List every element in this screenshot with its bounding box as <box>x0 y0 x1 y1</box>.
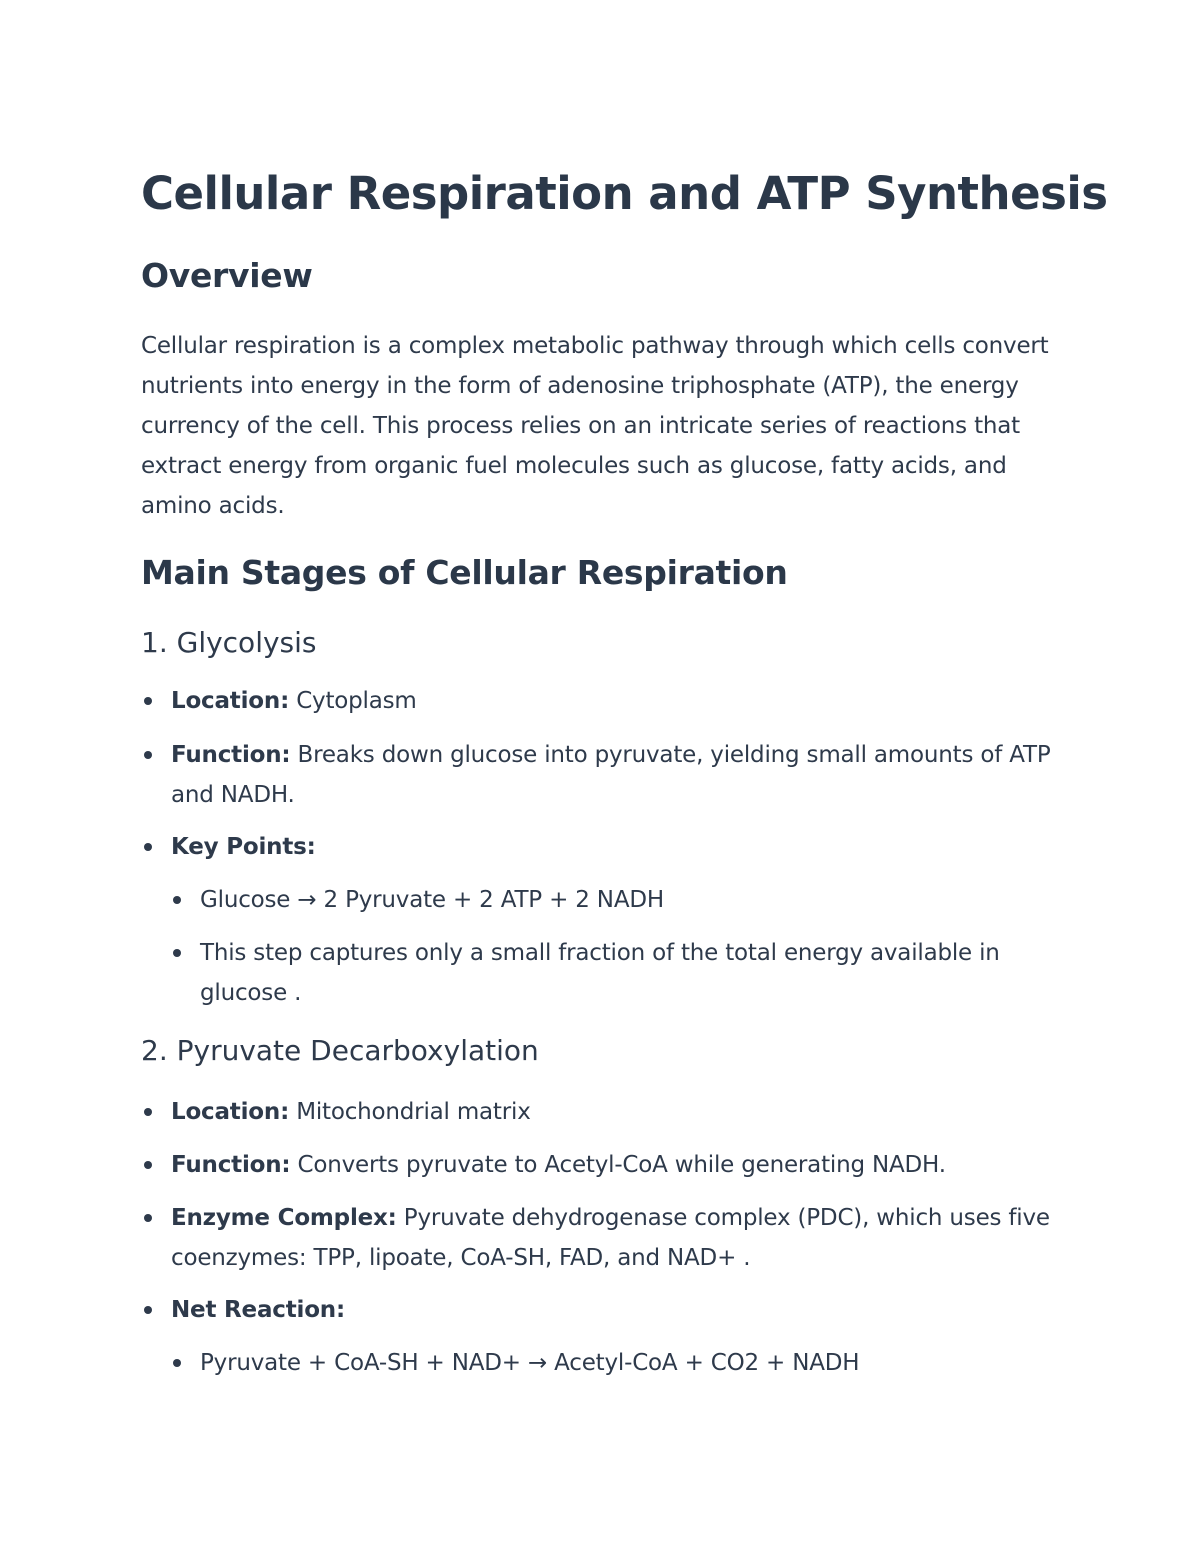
list-item <box>200 1343 1070 1383</box>
overview-paragraph: Cellular respiration is a complex metabolic pathway through which cells convert nutrients into energy in the form of adenosine triphosphate (ATP), the energy currency of the cell. This process relies on an intricate series of reactions that extract energy from organic fuel molecules such as glucose, fatty acids, and amino acids. <box>141 333 1049 519</box>
bullet-text: Mitochondrial matrix <box>289 1099 531 1125</box>
list-item <box>171 735 1071 815</box>
bullet-label: Net Reaction: <box>171 1297 345 1323</box>
list-item <box>200 880 1070 920</box>
bullet-text: Converts pyruvate to Acetyl-CoA while generating NADH. <box>290 1152 946 1178</box>
bullet-text: Cytoplasm <box>289 688 417 714</box>
bullet-icon <box>144 1306 152 1314</box>
bullet-text: Glucose → 2 Pyruvate + 2 ATP + 2 NADH <box>200 887 664 913</box>
bullet-label: Location: <box>171 688 290 714</box>
bullet-label: Location: <box>171 1099 290 1125</box>
pyruvate-heading: 2. Pyruvate Decarboxylation <box>141 1034 539 1067</box>
bullet-label: Function: <box>171 1152 291 1178</box>
main-stages-heading: Main Stages of Cellular Respiration <box>141 553 788 592</box>
list-item <box>171 1092 1071 1132</box>
bullet-label: Enzyme Complex: <box>171 1205 397 1231</box>
overview-heading: Overview <box>141 256 313 295</box>
bullet-icon <box>173 949 181 957</box>
bullet-label: Function: <box>171 742 291 768</box>
document-title: Cellular Respiration and ATP Synthesis <box>141 167 1108 220</box>
glycolysis-heading: 1. Glycolysis <box>141 626 317 659</box>
bullet-text: This step captures only a small fraction of the total energy available in glucose . <box>200 940 1000 1006</box>
bullet-label: Key Points: <box>171 834 316 860</box>
list-item <box>171 827 1071 867</box>
list-item <box>171 1290 1071 1330</box>
bullet-icon <box>144 1108 152 1116</box>
bullet-text: Breaks down glucose into pyruvate, yielding small amounts of ATP and NADH. <box>171 742 1051 808</box>
bullet-text: Pyruvate dehydrogenase complex (PDC), which uses five coenzymes: TPP, lipoate, CoA-SH, FAD, and NAD+ . <box>171 1205 1050 1271</box>
list-item <box>171 681 1071 721</box>
bullet-icon <box>144 751 152 759</box>
list-item <box>171 1198 1071 1278</box>
bullet-icon <box>173 896 181 904</box>
bullet-icon <box>173 1359 181 1367</box>
bullet-icon <box>144 1214 152 1222</box>
list-item <box>200 933 1070 1013</box>
list-item <box>171 1145 1071 1185</box>
bullet-icon <box>144 697 152 705</box>
bullet-text: Pyruvate + CoA-SH + NAD+ → Acetyl-CoA + CO2 + NADH <box>200 1350 860 1376</box>
bullet-icon <box>144 1161 152 1169</box>
bullet-icon <box>144 843 152 851</box>
